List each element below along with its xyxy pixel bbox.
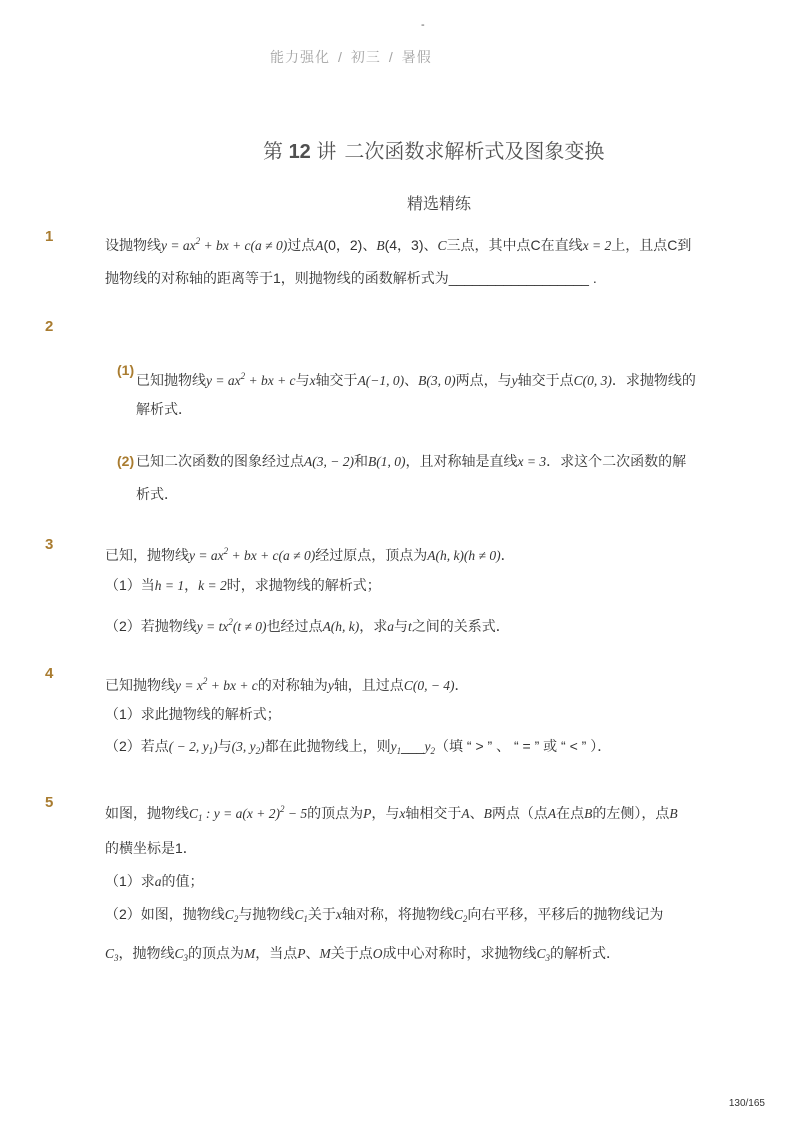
math-expression: y = ax — [206, 373, 241, 388]
math-expression: A(h, k)(h ≠ 0) — [427, 548, 501, 563]
text-run: 的值； — [161, 873, 204, 889]
text-run: 两点（点 — [491, 805, 548, 821]
math-superscript: 2 — [223, 546, 229, 556]
problem-3-line-1 — [105, 541, 515, 561]
math-expression: B(3, 0) — [418, 373, 456, 388]
text-run: 、 — [469, 805, 484, 821]
text-run: 的对称轴为 — [257, 677, 328, 693]
text-run: （1）当 — [105, 577, 155, 593]
breadcrumb-item-grade: 初三 — [350, 49, 381, 65]
math-expression: a — [154, 874, 162, 889]
text-run: 过点 — [287, 237, 316, 253]
math-subscript: 3 — [183, 953, 189, 963]
text-run: 与 — [217, 738, 232, 754]
math-expression: ( − 2, y — [168, 739, 209, 754]
math-expression: ) — [260, 739, 265, 754]
problem-2-part-2-line-2 — [136, 484, 178, 504]
problem-number-5: 5 — [45, 794, 54, 811]
math-expression: M — [319, 946, 331, 961]
math-subscript: 2 — [462, 914, 468, 924]
text-run: 之间的关系式． — [411, 618, 510, 634]
math-expression: A — [547, 806, 557, 821]
problem-1-line-1 — [105, 231, 691, 251]
math-expression: a — [387, 619, 395, 634]
text-run: ，且对称轴是直线 — [405, 453, 518, 469]
text-run: 和 — [353, 453, 368, 469]
math-expression: C(0, − 4) — [403, 678, 455, 693]
text-run: 三点，其中点C在直线 — [446, 237, 583, 253]
text-run: 与 — [394, 618, 409, 634]
math-expression: + bx + c — [207, 678, 258, 693]
math-expression: O — [372, 946, 383, 961]
text-run: 已知，抛物线 — [105, 547, 189, 563]
problem-4-line-2 — [105, 704, 281, 724]
math-expression: y = x — [175, 678, 203, 693]
math-superscript: 2 — [195, 236, 201, 246]
problem-2-part-1-label: (1) — [117, 362, 135, 378]
math-subscript: 3 — [114, 953, 119, 963]
math-expression: x = 3 — [517, 454, 547, 469]
page-marker: - — [421, 19, 425, 31]
text-run: 的横坐标是1． — [105, 840, 197, 856]
text-run: （2）若点 — [105, 738, 169, 754]
lecture-suffix: 讲 — [316, 141, 337, 163]
math-expression: P — [297, 946, 306, 961]
math-expression: t — [408, 619, 412, 634]
text-run: (0，2)、 — [323, 237, 377, 253]
text-run: 的左侧），点 — [592, 805, 670, 821]
text-run: 轴交于点 — [517, 372, 574, 388]
math-expression: B — [376, 238, 385, 253]
math-expression: C(0, 3) — [573, 373, 612, 388]
math-expression: C — [437, 238, 447, 253]
text-run: 向右平移，平移后的抛物线记为 — [467, 906, 664, 922]
text-run: ． — [454, 677, 469, 693]
text-run: ．求这个二次函数的解 — [546, 453, 687, 469]
text-run: 如图，抛物线 — [105, 805, 189, 821]
problem-5-line-4 — [105, 904, 663, 924]
text-run: 两点，与 — [455, 372, 512, 388]
math-expression: + bx + c — [245, 373, 296, 388]
text-run: 、 — [404, 372, 419, 388]
math-expression: y — [511, 373, 518, 388]
text-run: ．求抛物线的 — [611, 372, 696, 388]
section-title: 精选精练 — [407, 196, 472, 213]
math-expression: y — [424, 739, 431, 754]
text-run: 成中心对称时，求抛物线 — [382, 945, 537, 961]
math-expression: C — [189, 806, 199, 821]
math-expression: C — [294, 907, 304, 922]
problem-5-line-5 — [105, 943, 620, 963]
text-run: 解析式． — [136, 401, 192, 417]
math-expression: + bx + c(a ≠ 0) — [228, 548, 316, 563]
text-run: 关于 — [307, 906, 336, 922]
text-run: 关于点 — [330, 945, 373, 961]
problem-3-line-2 — [105, 575, 381, 595]
math-expression: y — [327, 678, 334, 693]
text-run: 上，且点C到 — [611, 237, 692, 253]
lecture-prefix: 第 — [263, 141, 283, 163]
text-run: 的顶点为 — [188, 945, 245, 961]
text-run: （1）求此抛物线的解析式； — [105, 706, 281, 722]
text-run: 已知抛物线 — [105, 677, 175, 693]
math-superscript: 2 — [240, 371, 246, 381]
math-expression: y = tx — [196, 619, 229, 634]
math-expression: P — [363, 806, 372, 821]
text-run: ，求 — [359, 618, 388, 634]
page-number: 130/165 — [728, 1098, 765, 1109]
problem-1-line-2 — [105, 268, 597, 288]
problem-5-line-2 — [105, 838, 197, 858]
problem-2-part-2-line-1 — [136, 451, 686, 471]
text-run: ，抛物线 — [118, 945, 175, 961]
math-expression: h = 1 — [154, 578, 185, 593]
lecture-title-text: 二次函数求解析式及图象变换 — [344, 141, 605, 163]
problem-5-line-1 — [105, 799, 678, 823]
math-expression: C — [536, 946, 546, 961]
problem-number-2: 2 — [45, 318, 54, 335]
problem-number-4: 4 — [45, 665, 54, 682]
text-run: 与抛物线 — [238, 906, 295, 922]
text-run: ， — [184, 577, 199, 593]
math-subscript: 2 — [233, 914, 239, 924]
text-run: 设抛物线 — [105, 237, 161, 253]
math-expression: k = 2 — [198, 578, 227, 593]
problem-2-part-1-line-2 — [136, 399, 192, 419]
math-expression: A(h, k) — [322, 619, 360, 634]
math-expression: C — [105, 946, 115, 961]
math-expression: C — [453, 907, 463, 922]
math-expression: C — [224, 907, 234, 922]
math-subscript: 1 — [198, 813, 203, 823]
problem-5-line-3 — [105, 871, 204, 891]
problem-2-part-2-label: (2) — [117, 453, 135, 469]
math-subscript: 2 — [255, 746, 261, 756]
math-expression: x = 2 — [582, 238, 612, 253]
text-run: 轴对称，将抛物线 — [341, 906, 454, 922]
breadcrumb-item-course: 能力强化 — [270, 49, 330, 65]
lecture-number: 12 — [288, 141, 311, 163]
text-run: （2）如图，抛物线 — [105, 906, 225, 922]
math-subscript: 3 — [545, 953, 551, 963]
text-run: 轴相交于 — [405, 805, 462, 821]
math-expression: A(3, − 2) — [304, 454, 354, 469]
math-subscript: 1 — [303, 914, 308, 924]
problem-3-line-3 — [105, 612, 510, 632]
math-superscript: 2 — [228, 617, 233, 627]
math-expression: A — [315, 238, 324, 253]
math-expression: y = ax — [189, 548, 224, 563]
text-run: 都在此抛物线上，则 — [264, 738, 391, 754]
math-superscript: 2 — [279, 804, 285, 814]
text-run: ，当点 — [255, 945, 298, 961]
text-run: 的顶点为 — [307, 805, 364, 821]
text-run: 在点 — [556, 805, 585, 821]
math-expression: x — [335, 907, 342, 922]
problem-4-line-3 — [105, 736, 611, 756]
text-run: 已知抛物线 — [136, 372, 206, 388]
text-run: 也经过点 — [266, 618, 323, 634]
text-run: ，与 — [371, 805, 400, 821]
text-run: ． — [500, 547, 515, 563]
math-subscript: 1 — [396, 746, 402, 756]
text-run: (4，3)、 — [384, 237, 438, 253]
math-expression: C — [174, 946, 184, 961]
answer-blank: ___ — [401, 738, 425, 754]
text-run: 析式． — [136, 486, 178, 502]
text-run: 轴交于 — [315, 372, 358, 388]
answer-blank: __________________ — [448, 270, 589, 286]
math-expression: x — [399, 806, 406, 821]
text-run: 、 — [305, 945, 320, 961]
math-expression: A — [461, 806, 470, 821]
breadcrumb-item-term: 暑假 — [401, 49, 432, 65]
lecture-title — [263, 137, 604, 167]
breadcrumb-separator: / — [388, 49, 394, 65]
text-run: （填 “ > ” 、 “ = ” 或 “ < ” ）． — [435, 738, 612, 754]
problem-number-1: 1 — [45, 228, 54, 245]
text-run: 抛物线的对称轴的距离等于1，则抛物线的函数解析式为 — [105, 270, 449, 286]
math-expression: B — [584, 806, 593, 821]
math-expression: : y = a(x + 2) — [202, 806, 280, 821]
math-expression: (t ≠ 0) — [232, 619, 267, 634]
text-run: 与 — [295, 372, 310, 388]
problem-2-part-1-line-1 — [136, 366, 696, 386]
math-expression: B — [669, 806, 678, 821]
text-run: 经过原点，顶点为 — [315, 547, 428, 563]
math-expression: (3, y — [231, 739, 256, 754]
math-expression: y — [390, 739, 397, 754]
problem-number-3: 3 — [45, 536, 54, 553]
breadcrumb-separator: / — [338, 49, 343, 65]
breadcrumb — [270, 47, 432, 67]
text-run: 已知二次函数的图象经过点 — [136, 453, 304, 469]
math-expression: ) — [213, 739, 218, 754]
text-run: （2）若抛物线 — [105, 618, 197, 634]
math-expression: y = ax — [161, 238, 196, 253]
text-run: . — [588, 270, 597, 286]
math-subscript: 2 — [430, 746, 436, 756]
math-superscript: 2 — [202, 676, 208, 686]
math-expression: B(1, 0) — [367, 454, 406, 469]
math-expression: − 5 — [284, 806, 308, 821]
text-run: 的解析式． — [550, 945, 621, 961]
math-expression: x — [309, 373, 316, 388]
text-run: （1）求 — [105, 873, 155, 889]
math-expression: + bx + c(a ≠ 0) — [200, 238, 288, 253]
text-run: 轴，且过点 — [333, 677, 404, 693]
problem-4-line-1 — [105, 671, 469, 691]
math-expression: M — [244, 946, 256, 961]
math-subscript: 1 — [208, 746, 214, 756]
text-run: 时，求抛物线的解析式； — [226, 577, 381, 593]
math-expression: A(−1, 0) — [357, 373, 405, 388]
math-expression: B — [483, 806, 492, 821]
